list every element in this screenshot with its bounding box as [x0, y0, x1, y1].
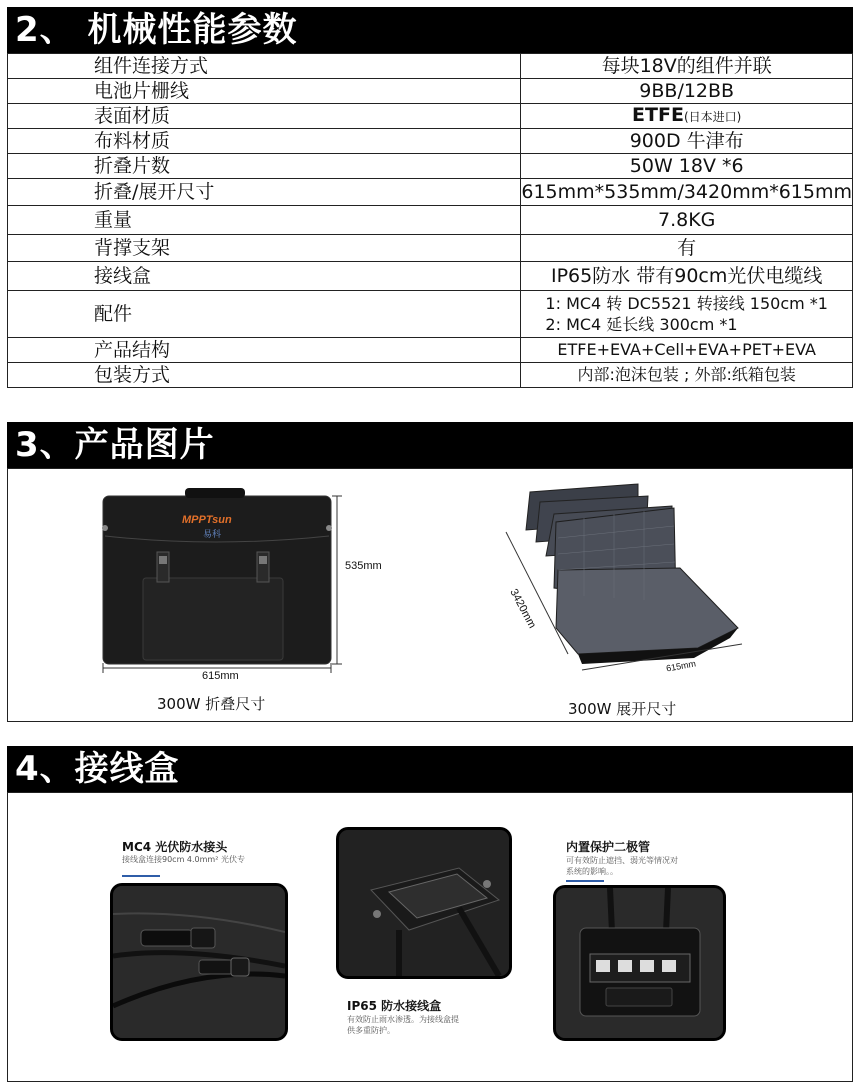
spec-value: 615mm*535mm/3420mm*615mm [521, 179, 853, 206]
spec-key: 组件连接方式 [8, 54, 521, 79]
spec-value: 900D 牛津布 [521, 129, 853, 154]
unfolded-length-label: 3420mm [507, 587, 539, 631]
table-row [8, 338, 853, 363]
diode-desc-line: 可有效防止遮挡、弱光等情况对 [566, 856, 678, 865]
spec-value: 内部:泡沫包装 ; 外部:纸箱包装 [521, 363, 853, 388]
section-title-photos: 3、产品图片 [7, 422, 853, 468]
accent-line [122, 875, 160, 877]
spec-value [521, 291, 853, 338]
folded-width-label: 615mm [202, 670, 239, 682]
mc4-title: MC4 光伏防水接头 [122, 840, 228, 854]
section-title-junction-box: 4、接线盒 [7, 746, 853, 792]
mc4-connector-image [113, 886, 285, 1038]
table-row [8, 154, 853, 179]
accent-line [566, 880, 604, 882]
ip65-photo [336, 827, 512, 979]
unfolded-caption: 300W 展开尺寸 [568, 700, 677, 718]
spec-value: IP65防水 带有90cm光伏电缆线 [521, 262, 853, 291]
folded-caption: 300W 折叠尺寸 [157, 695, 266, 713]
ip65-box-image [339, 830, 509, 976]
spec-key: 产品结构 [8, 338, 521, 363]
ip65-desc-line: 有效防止雨水渗透。为接线盒提 [347, 1015, 459, 1024]
spec-value: ETFE+EVA+Cell+EVA+PET+EVA [521, 338, 853, 363]
spec-key: 布料材质 [8, 129, 521, 154]
ip65-desc [347, 1014, 459, 1036]
mc4-photo [110, 883, 288, 1041]
spec-key: 背撑支架 [8, 235, 521, 262]
table-row [8, 54, 853, 79]
table-row [8, 104, 853, 129]
accessory-line: 1: MC4 转 DC5521 转接线 150cm *1 [545, 294, 828, 313]
table-row [8, 235, 853, 262]
table-row [8, 129, 853, 154]
accessory-line: 2: MC4 延长线 300cm *1 [545, 315, 738, 334]
diode-desc-line: 系统的影响。。 [566, 867, 618, 876]
spec-key: 包装方式 [8, 363, 521, 388]
spec-value: 7.8KG [521, 206, 853, 235]
table-row [8, 291, 853, 338]
table-row [8, 79, 853, 104]
diode-box-image [556, 888, 723, 1038]
spec-value: 9BB/12BB [521, 79, 853, 104]
spec-key: 电池片栅线 [8, 79, 521, 104]
ip65-title: IP65 防水接线盒 [347, 999, 442, 1013]
diode-photo [553, 885, 726, 1041]
spec-key: 配件 [8, 291, 521, 338]
spec-value-main: ETFE [632, 104, 684, 126]
spec-table [7, 53, 853, 388]
table-row [8, 262, 853, 291]
spec-value: 50W 18V *6 [521, 154, 853, 179]
spec-value-note: (日本进口) [683, 110, 742, 124]
table-row [8, 206, 853, 235]
spec-key: 折叠/展开尺寸 [8, 179, 521, 206]
spec-key: 表面材质 [8, 104, 521, 129]
spec-key: 折叠片数 [8, 154, 521, 179]
unfolded-width-label: 615mm [665, 658, 697, 674]
brand-logo-cn: 易科 [203, 530, 222, 540]
ip65-desc-line: 供多重防护。 [347, 1026, 395, 1035]
brand-logo: MPPTsun [182, 514, 232, 526]
spec-key: 接线盒 [8, 262, 521, 291]
diode-title: 内置保护二极管 [566, 840, 651, 854]
spec-key: 重量 [8, 206, 521, 235]
unfolded-panel-image [498, 478, 758, 678]
mc4-desc: 接线盒连接90cm 4.0mm² 光伏专 [122, 855, 245, 864]
spec-value [521, 104, 853, 129]
table-row [8, 179, 853, 206]
folded-panel-image [95, 486, 405, 686]
diode-desc [566, 855, 678, 877]
spec-value: 每块18V的组件并联 [521, 54, 853, 79]
table-row [8, 363, 853, 388]
section-title-mechanical: 2、 机械性能参数 [7, 7, 853, 53]
folded-height-label: 535mm [345, 560, 382, 572]
spec-value: 有 [521, 235, 853, 262]
